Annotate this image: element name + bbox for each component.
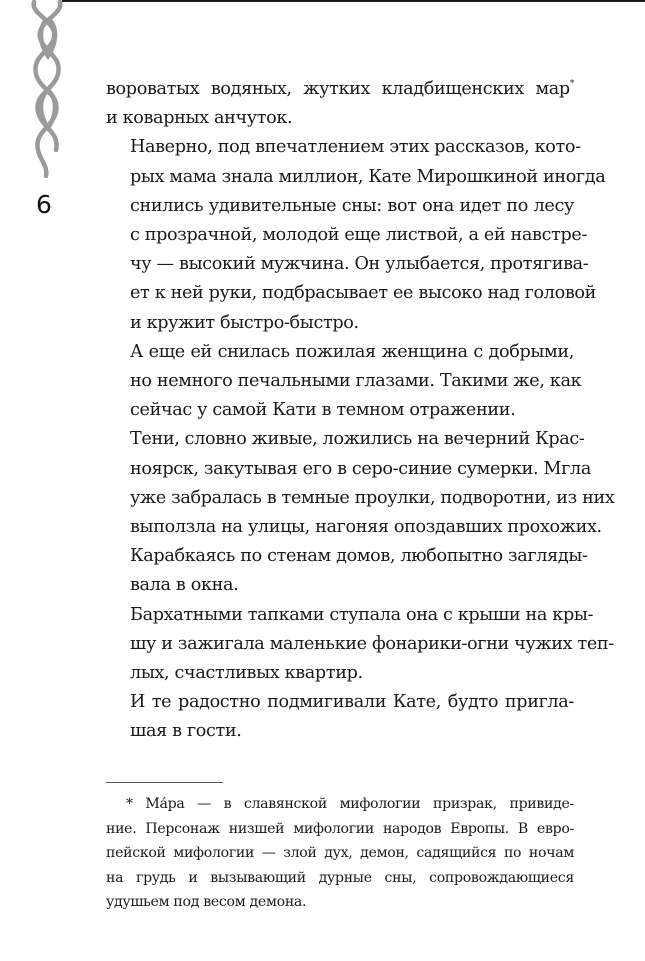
text-line: И те радостно подмигивали Кате, будто пригла- bbox=[130, 692, 574, 713]
footnote-separator bbox=[106, 782, 223, 783]
text-line: Наверно, под впечатлением этих рассказов, кото- bbox=[130, 137, 581, 158]
footnote-line: * Ма́ра — в славянской мифологии призрак, привиде- bbox=[126, 796, 574, 812]
text-line: и кружит быстро-быстро. bbox=[130, 312, 359, 333]
text-line: Карабкаясь по стенам домов, любопытно загляды- bbox=[130, 546, 588, 567]
text-line: вороватых водяных, жутких кладбищенских мар* bbox=[106, 79, 574, 99]
paragraph-5 bbox=[106, 601, 614, 689]
text-line: чу — высокий мужчина. Он улыбается, протягива- bbox=[130, 254, 589, 275]
text-line: вала в окна. bbox=[130, 575, 239, 596]
text-line: уже забралась в темные проулки, подворотни, из них bbox=[130, 487, 615, 508]
footnote-line: ние. Персонаж низшей мифологии народов Европы. В евро- bbox=[106, 820, 574, 837]
page-number: 6 bbox=[36, 190, 52, 219]
celtic-knot-ornament-icon bbox=[28, 0, 68, 178]
paragraph-4 bbox=[106, 425, 615, 600]
top-rule bbox=[62, 0, 645, 2]
paragraph-1 bbox=[106, 70, 574, 133]
text-line: лых, счастливых квартир. bbox=[130, 663, 363, 684]
text-line: шая в гости. bbox=[130, 721, 242, 742]
footnote-line: удушьем под весом демона. bbox=[106, 894, 307, 911]
paragraph-3 bbox=[106, 338, 582, 426]
footnote bbox=[106, 792, 574, 915]
text-line: выползла на улицы, нагоняя опоздавших прохожих. bbox=[130, 517, 602, 538]
text-line: Бархатными тапками ступала она с крыши на кры- bbox=[130, 604, 594, 625]
text-line: сейчас у самой Кати в темном отражении. bbox=[130, 400, 516, 421]
body-text bbox=[106, 70, 615, 747]
text-line: с прозрачной, молодой еще листвой, а ей навстре- bbox=[130, 225, 588, 246]
footnote-mark[interactable]: * bbox=[569, 79, 574, 89]
footnote-line: пейской мифологии — злой дух, демон, садящийся по ночам bbox=[106, 845, 574, 862]
paragraph-6 bbox=[106, 688, 574, 746]
text-line: шу и зажигала маленькие фонарики-огни чужих теп- bbox=[130, 633, 614, 654]
text-line: но немного печальными глазами. Такими же, как bbox=[130, 371, 582, 392]
text-line: рых мама знала миллион, Кате Мирошкиной иногда bbox=[130, 166, 606, 187]
text-line: снились удивительные сны: вот она идет по лесу bbox=[130, 195, 574, 216]
text-line: Тени, словно живые, ложились на вечерний Крас- bbox=[130, 429, 585, 450]
text-line: и коварных анчуток. bbox=[106, 108, 293, 129]
text-line: ноярск, закутывая его в серо-синие сумерки. Мгла bbox=[130, 458, 591, 479]
text-line: ет к ней руки, подбрасывает ее высоко над головой bbox=[130, 283, 597, 304]
paragraph-2 bbox=[106, 133, 606, 337]
footnote-line: на грудь и вызывающий дурные сны, сопровождающиеся bbox=[106, 869, 574, 886]
text-line: А еще ей снилась пожилая женщина с добрыми, bbox=[130, 341, 574, 362]
